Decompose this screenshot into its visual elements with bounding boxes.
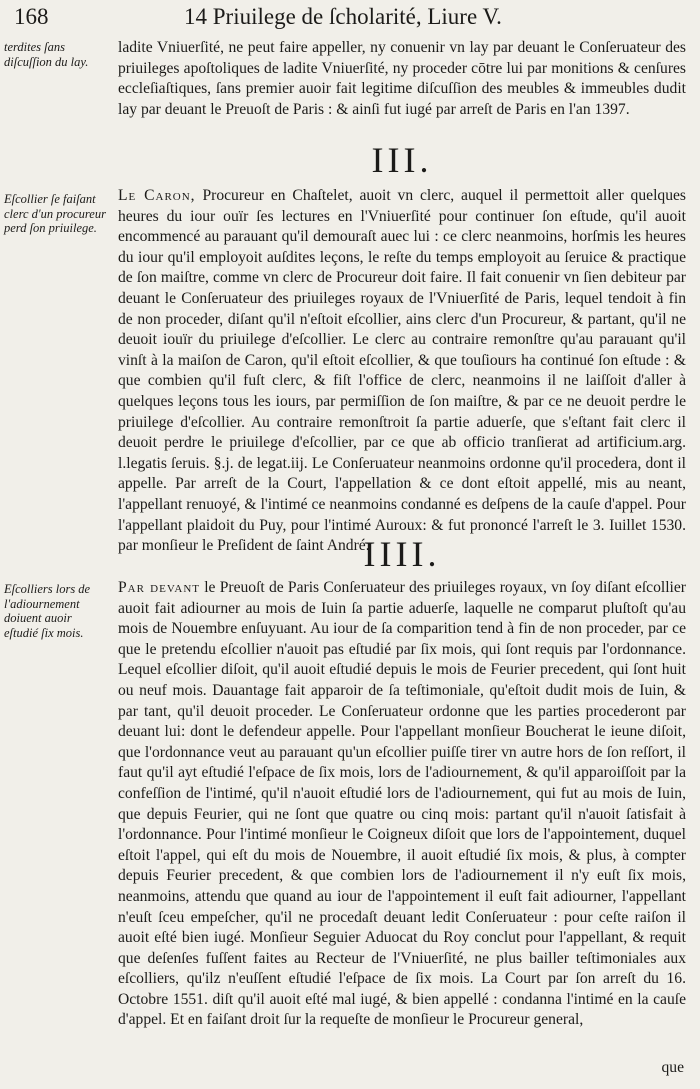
margin-note: Eſcolliers lors de l'adiournement doiuent auoir eſtudié ſix mois. — [4, 582, 91, 640]
margin-note: Eſcollier ſe faiſant clerc d'un procureur perd ſon priuilege. — [4, 192, 106, 236]
catchword: que — [661, 1059, 684, 1076]
section-paragraph — [118, 578, 686, 1031]
margin-note: terdites ſans diſcuſſion du lay. — [4, 40, 89, 69]
section-heading: III. — [371, 140, 433, 180]
section-lead: Par devant — [118, 579, 200, 596]
intro-paragraph: ladite Vniuerſité, ne peut faire appeller, ny conuenir vn lay par deuant le Conſeruateur des priuileges apoſtoliques de ladite Vniuerſité, ny proceder cōtre lui par monitions & cenſures eccleſiaſtiques, ſans premier auoir fait legitime diſcuſſion des meubles & immeubles dudit lay par deuant le Preuoſt de Paris : & ainſi fut iugé par arreſt de Paris en l'an 1397. — [118, 39, 686, 118]
section-text: Procureur en Chaſtelet, auoit vn clerc, auquel il permettoit aller quelques heures du iour ouïr ſes lectures en l'Vniuerſité pour continuer ſon eſtude, qu'il auoit encommencé au parauant qu'il demouraſt auec lui : ce clerc neanmoins, horſmis les heures du iour qu'il employoit auſdites leçons, le reſte du temps employoit au ſeruice & practique de ſon maiſtre, comme vn clerc de Procureur doit faire. Il fait conuenir vn ſien debiteur par deuant le Conſeruateur des priuileges royaux de l'Vniuerſité de Paris, lequel tendoit à fin de non proceder, diſant qu'il n'eſtoit eſcollier, ains clerc d'un Procureur, & partant, qu'il ne deuoit iouïr du priuilege d'eſcollier. Le clerc au contraire remonſtre qu'au parauant qu'il vinſt à la maiſon de Caron, qu'il eſtoit eſcollier, & que touſiours ha continué ſon eſtude : & que combien qu'il fuſt clerc, & fiſt l'office de clerc, neanmoins il ne laiſſoit d'aller à quelques leçons tous les iours, par permiſſion de ſon maiſtre, & par ce ne deuoit perdre le priuilege d'eſcollier. Au contraire remonſtroit ſa partie aduerſe, que s'eſtant fait clerc il deuoit perdre le priuilege d'eſcollier, par ce que ab officio tranſierat ad artificium.arg. l.legatis ſeruis. §.j. de legat.iij. Le Conſeruateur neanmoins ordonne qu'il procedera, dont il appelle. Par arreſt de la Court, l'appellation & ce dont eſtoit appellé, mis au neant, l'appellant renuoyé, & l'intimé ce neanmoins condanné es deſpens de la cauſe d'appel. Pour l'appellant plaidoit du Puy, pour l'intimé Auroux: & fut prononcé l'arreſt le 3. Iuillet 1530. par monſieur le Preſident de ſaint André. — [118, 187, 686, 555]
running-title: 14 Priuilege de ſcholarité, Liure V. — [184, 4, 502, 29]
page-header — [14, 2, 686, 32]
section-heading: IIII. — [363, 534, 441, 574]
section-paragraph — [118, 186, 686, 557]
section-text: le Preuoſt de Paris Conſeruateur des priuileges royaux, vn ſoy diſant eſcollier auoit fait adiourner au mois de Iuin ſa partie aduerſe, laquelle ne comparut pluſtoſt qu'au mois de Nouembre enſuyuant. Au iour de ſa comparition tend à fin de non proceder, par ce que le pretendu eſcollier n'auoit pas eſtudié par ſix mois, qui ſont requis par l'ordonnance. Lequel eſcollier diſoit, qu'il auoit eſtudié depuis le mois de Feurier precedent, qui ſont huit ou neuf mois. Dauantage fait apparoir de ſa teſtimoniale, qu'eſtoit dudit mois de Iuin, & par tant, qu'il deuoit proceder. Le Conſeruateur ordonne que les parties procederont par deuant lui: dont le defendeur appelle. Pour l'appellant monſieur Boucherat le ieune diſoit, que l'ordonnance veut au parauant qu'un eſcollier puiſſe tirer vn autre hors de ſon reſſort, il faut qu'il ayt eſtudié l'eſpace de ſix mois, lors de l'adiournement, & qu'il apparoiſſoit par la confeſſion de l'intimé, qu'il n'auoit eſtudié lors de l'adiournement, qui fut au mois de Iuin, que depuis Feurier, qui ne ſont que quatre ou cinq mois: partant qu'il n'auoit ſatisfait à l'ordonnance. Pour l'intimé monſieur le Coigneux diſoit que lors de l'appointement, duquel eſtoit l'appel, qui eſt du mois de Nouembre, il auoit eſtudié ſix mois, & plus, à compter depuis Feurier precedent, & que combien lors de l'adiournement il n'y euſt ſix mois, neanmoins, attendu que quand au iour de l'appointement il euſt fait adiourner, l'appellant n'euſt ſceu empeſcher, qu'il ne procedaſt deuant ledit Conſeruateur : pour ceſte raiſon il auoit eſté bien iugé. Monſieur Seguier Aduocat du Roy conclut pour l'appellant, & requit que deſenſes fuſſent faites au Recteur de l'Vniuerſité, ne plus bailler teſtimoniales aux eſcolliers, qu'ilz n'euſſent eſtudié l'eſpace de ſix mois. La Court par ſon arreſt du 16. Octobre 1551. diſt qu'il auoit eſté mal iugé, & bien appellé : condanna l'intimé en la cauſe d'appel. Et en faiſant droit ſur la requeſte de monſieur le Procureur general, — [118, 579, 686, 1029]
section-lead: Le Caron, — [118, 187, 196, 204]
page-number: 168 — [14, 4, 49, 29]
